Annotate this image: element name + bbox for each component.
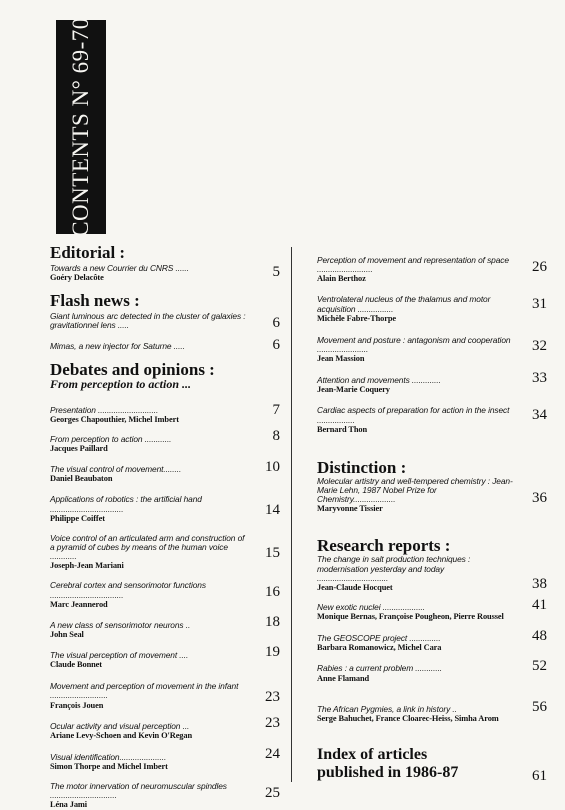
entry-author: Jean-Marie Coquery	[317, 385, 390, 395]
entry-title: The visual control of movement........	[50, 464, 182, 475]
entry-title: The change in salt production techniques : modernisation yesterday and today ................................	[317, 554, 471, 583]
toc-entry[interactable]	[50, 644, 280, 670]
section-distinction	[317, 459, 547, 515]
entry-title: The visual perception of movement ....	[50, 650, 189, 661]
entry-page: 23	[265, 689, 280, 706]
entry-author: Michèle Fabre-Thorpe	[317, 313, 397, 323]
section-flash-news	[50, 292, 280, 351]
entry-title: The motor innervation of neuromuscular spindles ..............................	[50, 781, 227, 801]
entry-page: 41	[532, 597, 547, 614]
section-research-reports	[317, 537, 547, 723]
section-heading: Research reports :	[317, 536, 451, 556]
entry-author: Jean Massion	[317, 354, 365, 364]
entry-author: Ariane Levy-Schoen and Kevin O'Regan	[50, 730, 193, 740]
entry-page: 38	[532, 576, 547, 593]
section-heading: Distinction :	[317, 457, 407, 477]
entry-page: 36	[532, 489, 547, 506]
entry-page: 7	[272, 401, 280, 418]
entry-page: 26	[532, 259, 547, 275]
entry-title: Towards a new Courrier du CNRS ......	[50, 263, 189, 273]
entry-author: Goéry Delacôte	[50, 273, 104, 283]
index-page: 61	[532, 767, 547, 784]
toc-entry[interactable]	[50, 459, 280, 484]
entry-page: 56	[532, 698, 547, 715]
right-column	[317, 256, 547, 782]
toc-entry[interactable]	[50, 782, 280, 810]
entry-page: 33	[532, 370, 547, 387]
entry-author: Claude Bonnet	[50, 660, 102, 670]
toc-entry[interactable]	[317, 597, 547, 622]
entry-page: 16	[265, 584, 280, 601]
entry-author: Alain Berthoz	[317, 274, 366, 284]
entry-author: Barbara Romanowicz, Michel Cara	[317, 643, 442, 653]
toc-entry[interactable]	[50, 428, 280, 454]
entry-page: 23	[265, 714, 280, 731]
entry-title: Molecular artistry and well-tempered chemistry : Jean-Marie Lehn, 1987 Nobel Prize for Chemistry...................	[317, 475, 513, 505]
entry-title: Mimas, a new injector for Saturne .....	[50, 340, 185, 351]
section-subtitle: From perception to action ...	[50, 376, 191, 391]
entry-title: Voice control of an articulated arm and construction of a pyramid of cubes by means of the human voice ............	[50, 532, 245, 562]
toc-entry[interactable]	[50, 495, 280, 523]
contents-banner	[56, 17, 106, 237]
entry-author: Simon Thorpe and Michel Imbert	[50, 762, 168, 772]
toc-entry[interactable]	[317, 477, 547, 515]
entry-title: Rabies : a current problem ............	[317, 663, 443, 674]
entry-title: The GEOSCOPE project ..............	[317, 633, 441, 644]
column-divider	[291, 247, 292, 782]
entry-page: 10	[265, 459, 280, 476]
toc-entry[interactable]	[50, 336, 280, 353]
toc-entry[interactable]	[50, 581, 280, 609]
entry-author: Philippe Coiffet	[50, 513, 105, 523]
entry-title: Movement and posture : antagonism and cooperation .......................	[317, 334, 511, 355]
entry-title: The African Pygmies, a link in history ..	[317, 703, 457, 714]
entry-title: Visual identification.....................	[50, 751, 167, 762]
entry-title: A new class of sensorimotor neurons ..	[50, 619, 191, 630]
entry-author: Léna Jami	[50, 800, 88, 810]
entry-title: Cardiac aspects of preparation for action in the insect .................	[317, 405, 510, 425]
entry-author: Serge Bahuchet, France Cloarec-Heiss, Simha Arom	[317, 713, 499, 723]
toc-entry[interactable]	[317, 336, 547, 364]
section-heading: Flash news :	[50, 291, 140, 311]
toc-entry[interactable]	[50, 613, 280, 640]
entry-page: 32	[532, 337, 547, 354]
toc-entry[interactable]	[50, 264, 280, 283]
entry-author: Maryvonne Tissier	[317, 504, 383, 514]
entry-title: New exotic nuclei ...................	[317, 602, 426, 613]
section-editorial	[50, 244, 280, 283]
index-title-line2: published in 1986-87	[317, 763, 459, 781]
toc-entry[interactable]	[50, 401, 280, 425]
entry-title: Movement and perception of movement in the infant ..........................	[50, 681, 239, 701]
toc-entry[interactable]	[317, 658, 547, 683]
entry-page: 6	[272, 315, 280, 332]
section-heading: Debates and opinions :	[50, 359, 215, 379]
entry-page: 8	[272, 428, 280, 445]
entry-author: Monique Bernas, Françoise Pougheon, Pierre Roussel	[317, 612, 504, 622]
entry-title: Giant luminous arc detected in the cluster of galaxies : gravitationnel lens .....	[50, 311, 246, 331]
entry-title: Attention and movements .............	[317, 375, 441, 386]
entry-author: John Seal	[50, 630, 84, 640]
section-debates	[50, 361, 280, 810]
index-title-line1: Index of articles	[317, 745, 428, 763]
toc-entry[interactable]	[317, 295, 547, 323]
entry-title: Applications of robotics : the artificial hand .................................	[50, 494, 202, 514]
entry-title: Perception of movement and representation of space .........................	[317, 255, 509, 275]
section-heading: Editorial :	[50, 243, 126, 262]
toc-entry[interactable]	[317, 256, 547, 284]
toc-entry[interactable]	[317, 628, 547, 653]
index-of-articles[interactable]	[317, 746, 547, 782]
entry-author: Joseph-Jean Mariani	[50, 561, 124, 571]
entry-author: Daniel Beaubaton	[50, 474, 113, 484]
entry-page: 5	[272, 264, 280, 280]
toc-entry[interactable]	[317, 406, 547, 434]
toc-entry[interactable]	[50, 714, 280, 741]
entry-title: Ventrolateral nucleus of the thalamus and motor acquisition ................	[317, 294, 491, 314]
entry-page: 14	[265, 502, 280, 519]
toc-entry[interactable]	[50, 682, 280, 710]
entry-page: 6	[272, 336, 280, 353]
entry-author: Bernard Thon	[317, 424, 368, 434]
entry-author: Jean-Claude Hocquet	[317, 583, 393, 593]
entry-title: Ocular activity and visual perception ...	[50, 720, 190, 731]
entry-page: 19	[265, 644, 280, 661]
entry-author: Georges Chapouthier, Michel Imbert	[50, 415, 179, 425]
entry-title: From perception to action ............	[50, 434, 172, 445]
section-debates-continued	[317, 256, 547, 435]
entry-page: 15	[265, 544, 280, 561]
toc-entry[interactable]	[50, 312, 280, 330]
toc-entry[interactable]	[317, 698, 547, 724]
entry-page: 25	[265, 785, 280, 802]
entry-page: 31	[532, 296, 547, 313]
entry-author: François Jouen	[50, 700, 104, 710]
toc-entry[interactable]	[50, 745, 280, 772]
toc-entry[interactable]	[317, 555, 547, 593]
entry-page: 48	[532, 628, 547, 645]
banner-title: CONTENTS N° 69-70	[68, 17, 93, 237]
entry-author: Anne Flamand	[317, 673, 370, 683]
entry-title: Cerebral cortex and sensorimotor functions .................................	[50, 580, 206, 600]
entry-page: 52	[532, 658, 547, 675]
entry-author: Jacques Paillard	[50, 444, 108, 454]
left-column	[50, 244, 280, 810]
entry-page: 24	[265, 745, 280, 762]
toc-entry[interactable]	[50, 534, 280, 572]
entry-page: 18	[265, 613, 280, 630]
entry-author: Marc Jeannerod	[50, 599, 108, 609]
toc-entry[interactable]	[317, 370, 547, 395]
entry-page: 34	[532, 407, 547, 424]
entry-title: Presentation ...........................	[50, 404, 159, 415]
